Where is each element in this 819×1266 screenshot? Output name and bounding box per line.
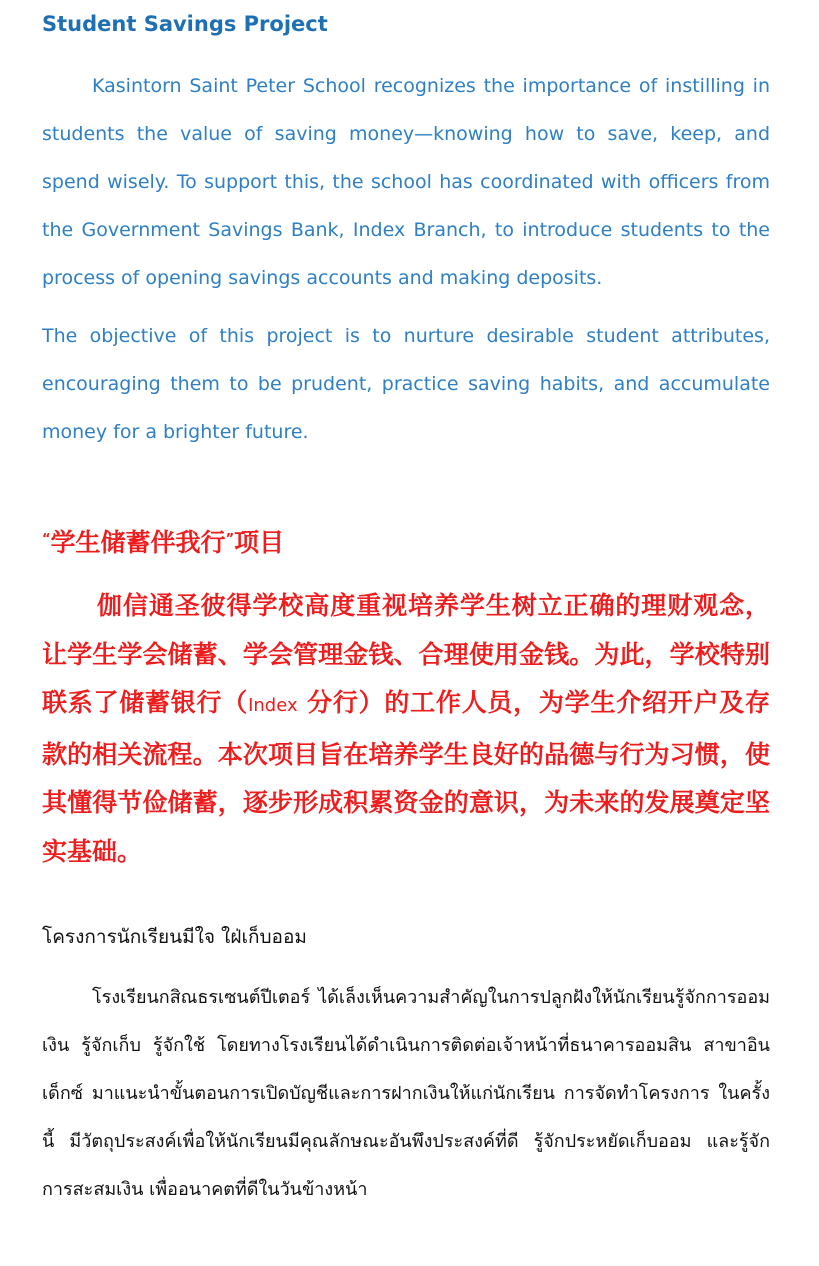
- thai-title: โครงการนักเรียนมีใจ ใฝ่เก็บออม: [42, 926, 307, 948]
- chinese-title-quoted: 学生储蓄伴我行: [50, 528, 226, 557]
- chinese-title-close-quote: ”: [225, 532, 235, 547]
- english-title: Student Savings Project: [42, 12, 328, 36]
- thai-paragraph: โรงเรียนกสิณธรเซนต์ปีเตอร์ ได้เล็งเห็นความสำคัญในการปลูกฝังให้นักเรียนรู้จักการออมเงิน รู้จักเก็บ รู้จักใช้ โดยทางโรงเรียนได้ดำเนินการติดต่อเจ้าหน้าที่ธนาคารออมสิน สาขาอินเด็กซ์ มาแนะนำขั้นตอนการเปิดบัญชีและการฝากเงินให้แก่นักเรียน การจัดทำโครงการ ในครั้งนี้ มีวัตถุประสงค์เพื่อให้นักเรียนมีคุณลักษณะอันพึงประสงค์ที่ดี รู้จักประหยัดเก็บออม และรู้จักการสะสมเงิน เพื่ออนาคตที่ดีในวันข้างหน้า: [42, 987, 770, 1200]
- chinese-paragraph-part-1: 伽信通圣彼得学校高度重视培养学生树立正确的理财观念，让学生学会储蓄、学会管理金钱、合理使用金钱。为此，学校特别联系了储蓄银行（: [42, 591, 770, 717]
- chinese-paragraph-part-2: 分行）的工作人员，为学生介绍开户及存款的相关流程。本次项目旨在培养学生良好的品德与行为习惯，使其懂得节俭储蓄，逐步形成积累资金的意识，为未来的发展奠定坚实基础。: [42, 688, 770, 866]
- chinese-title-open-quote: “: [42, 532, 51, 547]
- english-paragraph-2: The objective of this project is to nurture desirable student attributes, encouraging them to be prudent, practice saving habits, and accumulate money for a brighter future.: [42, 325, 770, 443]
- chinese-title: [42, 523, 284, 559]
- chinese-paragraph-branch-name: Index: [248, 695, 298, 716]
- english-paragraph-1: Kasintorn Saint Peter School recognizes the importance of instilling in students the value of saving money—knowing how to save, keep, and spend wisely. To support this, the school has coordinated with officers from the Government Savings Bank, Index Branch, to introduce students to the process of opening savings accounts and making deposits.: [42, 75, 770, 289]
- chinese-paragraph: [42, 582, 770, 876]
- chinese-title-suffix: 项目: [234, 528, 285, 557]
